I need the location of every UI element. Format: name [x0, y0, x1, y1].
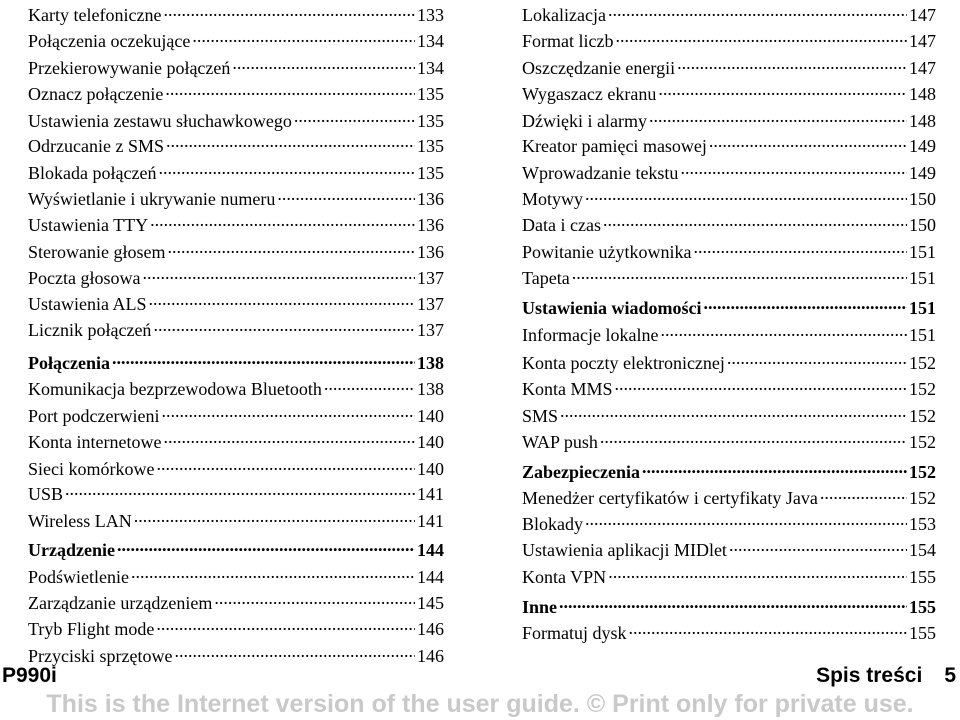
- toc-entry[interactable]: [522, 108, 936, 134]
- toc-entry[interactable]: [522, 239, 936, 265]
- toc-entry-label: Tapeta: [522, 268, 570, 288]
- toc-entry-label: Karty telefoniczne: [28, 5, 162, 25]
- toc-dot-leader: [642, 460, 907, 478]
- toc-dot-leader: [156, 457, 415, 475]
- toc-entry[interactable]: [28, 28, 444, 54]
- toc-entry-page-number: 141: [417, 511, 444, 531]
- toc-dot-leader: [166, 134, 415, 152]
- toc-entry-page-number: 151: [909, 242, 936, 262]
- toc-dot-leader: [677, 56, 907, 74]
- toc-entry-page-number: 147: [909, 5, 936, 25]
- toc-dot-leader: [134, 509, 415, 527]
- toc-dot-leader: [232, 56, 415, 74]
- toc-entry-page-number: 134: [417, 31, 444, 51]
- toc-dot-leader: [658, 82, 907, 100]
- toc-dot-leader: [324, 377, 415, 395]
- toc-entry[interactable]: [28, 590, 444, 616]
- toc-entry-page-number: 136: [417, 242, 444, 262]
- toc-entry[interactable]: [28, 2, 444, 28]
- toc-entry[interactable]: [522, 564, 936, 590]
- toc-section-heading[interactable]: [28, 537, 444, 563]
- toc-dot-leader: [163, 3, 415, 21]
- toc-entry-label: Port podczerwieni: [28, 406, 160, 426]
- toc-dot-leader: [629, 621, 907, 639]
- footer-model-name: P990i: [2, 664, 57, 687]
- toc-dot-leader: [693, 240, 907, 258]
- toc-entry-label: Konta internetowe: [28, 432, 162, 452]
- toc-entry-label: Sieci komórkowe: [28, 459, 155, 479]
- toc-entry-label: WAP push: [522, 432, 598, 452]
- toc-entry[interactable]: [522, 429, 936, 455]
- toc-dot-leader: [585, 512, 907, 530]
- toc-entry-label: Podświetlenie: [28, 567, 129, 587]
- toc-entry-label: SMS: [522, 406, 559, 426]
- toc-entry-label: Wireless LAN: [28, 511, 132, 531]
- toc-entry-label: Wygaszacz ekranu: [522, 84, 657, 104]
- toc-dot-leader: [149, 292, 416, 310]
- toc-entry[interactable]: [28, 376, 444, 402]
- toc-entry-label: Dźwięki i alarmy: [522, 111, 647, 131]
- toc-entry[interactable]: [522, 265, 936, 291]
- toc-dot-leader: [820, 486, 907, 504]
- toc-entry-page-number: 135: [417, 84, 444, 104]
- toc-dot-leader: [615, 377, 907, 395]
- toc-dot-leader: [174, 644, 415, 662]
- toc-entry-page-number: 152: [909, 379, 936, 399]
- toc-dot-leader: [117, 538, 415, 556]
- toc-dot-leader: [603, 213, 907, 231]
- toc-entry[interactable]: [522, 55, 936, 81]
- toc-entry[interactable]: [28, 564, 444, 590]
- toc-entry-page-number: 137: [417, 294, 444, 314]
- toc-entry-page-number: 136: [417, 215, 444, 235]
- toc-dot-leader: [163, 430, 415, 448]
- toc-entry-page-number: 151: [909, 268, 936, 288]
- toc-entry-page-number: 144: [417, 540, 444, 560]
- toc-section-heading[interactable]: [28, 350, 444, 376]
- toc-entry-label: Ustawienia wiadomości: [522, 298, 702, 318]
- toc-entry-page-number: 154: [909, 540, 936, 560]
- toc-entry-label: Format liczb: [522, 31, 614, 51]
- toc-entry-page-number: 155: [909, 567, 936, 587]
- toc-entry-page-number: 145: [417, 593, 444, 613]
- toc-entry[interactable]: [28, 108, 444, 134]
- toc-entry-label: Blokady: [522, 514, 583, 534]
- toc-entry-page-number: 150: [909, 215, 936, 235]
- toc-dot-leader: [615, 29, 907, 47]
- toc-entry-label: Wprowadzanie tekstu: [522, 163, 679, 183]
- toc-dot-leader: [680, 161, 907, 179]
- toc-entry-page-number: 135: [417, 111, 444, 131]
- toc-dot-leader: [153, 318, 415, 336]
- toc-entry[interactable]: [522, 133, 936, 159]
- toc-entry[interactable]: [522, 620, 936, 646]
- toc-entry-label: Data i czas: [522, 215, 601, 235]
- toc-entry-label: Informacje lokalne: [522, 325, 659, 345]
- toc-entry[interactable]: [522, 160, 936, 186]
- toc-section-heading[interactable]: [522, 459, 936, 485]
- toc-entry-page-number: 146: [417, 646, 444, 666]
- toc-entry-page-number: 135: [417, 136, 444, 156]
- toc-entry-label: Ustawienia aplikacji MIDlet: [522, 540, 727, 560]
- toc-dot-leader: [277, 187, 415, 205]
- toc-entry-label: Oszczędzanie energii: [522, 58, 676, 78]
- toc-dot-leader: [559, 595, 907, 613]
- toc-entry-page-number: 147: [909, 31, 936, 51]
- toc-entry-label: USB: [28, 484, 64, 504]
- toc-entry-label: Konta VPN: [522, 567, 607, 587]
- toc-entry[interactable]: [28, 429, 444, 455]
- toc-entry[interactable]: [28, 186, 444, 212]
- footer-page-number: 5: [944, 664, 956, 687]
- toc-section-heading[interactable]: [522, 594, 936, 620]
- toc-entry-page-number: 137: [417, 320, 444, 340]
- toc-dot-leader: [158, 161, 415, 179]
- toc-entry[interactable]: [522, 28, 936, 54]
- toc-entry-page-number: 148: [909, 84, 936, 104]
- toc-entry-page-number: 153: [909, 514, 936, 534]
- toc-entry[interactable]: [522, 511, 936, 537]
- toc-entry-page-number: 137: [417, 268, 444, 288]
- toc-entry-page-number: 151: [909, 325, 936, 345]
- toc-entry-page-number: 152: [909, 406, 936, 426]
- toc-entry-label: Zarządzanie urządzeniem: [28, 593, 213, 613]
- toc-entry-label: Ustawienia zestawu słuchawkowego: [28, 111, 292, 131]
- toc-entry-label: Motywy: [522, 189, 584, 209]
- toc-entry-page-number: 140: [417, 432, 444, 452]
- toc-entry[interactable]: [28, 81, 444, 107]
- toc-entry-label: Odrzucanie z SMS: [28, 136, 164, 156]
- toc-entry-label: Połączenia oczekujące: [28, 31, 191, 51]
- toc-entry-page-number: 138: [417, 353, 444, 373]
- toc-dot-leader: [294, 109, 415, 127]
- toc-entry-label: Ustawienia ALS: [28, 294, 147, 314]
- toc-entry[interactable]: [28, 239, 444, 265]
- toc-entry[interactable]: [522, 81, 936, 107]
- toc-entry-page-number: 140: [417, 459, 444, 479]
- toc-entry[interactable]: [522, 350, 936, 376]
- toc-dot-leader: [65, 482, 415, 500]
- toc-entry-page-number: 155: [909, 623, 936, 643]
- toc-entry[interactable]: [522, 485, 936, 511]
- toc-entry-page-number: 149: [909, 136, 936, 156]
- toc-entry[interactable]: [522, 403, 936, 429]
- toc-dot-leader: [131, 565, 415, 583]
- toc-entry[interactable]: [28, 403, 444, 429]
- toc-entry-page-number: 152: [909, 432, 936, 452]
- toc-entry-label: Urządzenie: [28, 540, 115, 560]
- footer-section: [816, 663, 956, 689]
- toc-entry-label: Komunikacja bezprzewodowa Bluetooth: [28, 379, 322, 399]
- toc-dot-leader: [156, 617, 415, 635]
- toc-dot-leader: [649, 109, 907, 127]
- toc-entry[interactable]: [28, 643, 444, 669]
- toc-entry-label: Licznik połączeń: [28, 320, 152, 340]
- toc-entry-label: Połączenia: [28, 353, 110, 373]
- toc-entry[interactable]: [28, 508, 444, 534]
- toc-entry[interactable]: [28, 291, 444, 317]
- toc-entry-label: Sterowanie głosem: [28, 242, 166, 262]
- toc-entry-page-number: 138: [417, 379, 444, 399]
- toc-dot-leader: [560, 404, 907, 422]
- toc-entry[interactable]: [28, 481, 444, 507]
- toc-entry-label: Formatuj dysk: [522, 623, 627, 643]
- toc-entry[interactable]: [28, 55, 444, 81]
- toc-dot-leader: [572, 266, 907, 284]
- toc-entry-label: Konta poczty elektronicznej: [522, 353, 725, 373]
- toc-entry[interactable]: [28, 160, 444, 186]
- toc-entry-label: Kreator pamięci masowej: [522, 136, 707, 156]
- toc-entry-page-number: 150: [909, 189, 936, 209]
- toc-entry-page-number: 134: [417, 58, 444, 78]
- toc-dot-leader: [600, 430, 907, 448]
- toc-entry-page-number: 144: [417, 567, 444, 587]
- toc-entry-label: Blokada połączeń: [28, 163, 157, 183]
- footer-section-title: Spis treści: [816, 664, 923, 687]
- toc-entry[interactable]: [522, 537, 936, 563]
- toc-entry-page-number: 152: [909, 488, 936, 508]
- toc-dot-leader: [165, 82, 415, 100]
- toc-entry-page-number: 147: [909, 58, 936, 78]
- watermark-notice: This is the Internet version of the user guide. © Print only for private use.: [46, 690, 914, 718]
- toc-entry-label: Wyświetlanie i ukrywanie numeru: [28, 189, 276, 209]
- toc-entry[interactable]: [28, 616, 444, 642]
- toc-dot-leader: [608, 565, 907, 583]
- toc-dot-leader: [161, 404, 415, 422]
- toc-entry[interactable]: [28, 265, 444, 291]
- toc-entry-label: Menedżer certyfikatów i certyfikaty Java: [522, 488, 818, 508]
- toc-entry-page-number: 155: [909, 597, 936, 617]
- toc-dot-leader: [112, 351, 415, 369]
- toc-entry[interactable]: [28, 133, 444, 159]
- toc-entry[interactable]: [28, 456, 444, 482]
- toc-entry-label: Konta MMS: [522, 379, 613, 399]
- toc-entry-label: Przyciski sprzętowe: [28, 646, 173, 666]
- toc-entry-label: Ustawienia TTY: [28, 215, 149, 235]
- toc-dot-leader: [142, 266, 415, 284]
- toc-dot-leader: [214, 591, 415, 609]
- toc-section-heading[interactable]: [522, 295, 936, 321]
- toc-entry-page-number: 141: [417, 484, 444, 504]
- toc-entry-page-number: 152: [909, 353, 936, 373]
- toc-dot-leader: [167, 240, 415, 258]
- toc-dot-leader: [660, 323, 907, 341]
- toc-entry-page-number: 148: [909, 111, 936, 131]
- toc-entry-page-number: 151: [909, 298, 936, 318]
- toc-dot-leader: [608, 3, 907, 21]
- toc-dot-leader: [709, 134, 907, 152]
- toc-dot-leader: [729, 538, 907, 556]
- toc-entry-label: Inne: [522, 597, 558, 617]
- toc-dot-leader: [192, 29, 415, 47]
- toc-entry-page-number: 135: [417, 163, 444, 183]
- toc-entry[interactable]: [28, 317, 444, 343]
- toc-entry[interactable]: [522, 212, 936, 238]
- toc-entry-label: Lokalizacja: [522, 5, 606, 25]
- toc-entry-page-number: 149: [909, 163, 936, 183]
- toc-entry[interactable]: [28, 212, 444, 238]
- toc-entry[interactable]: [522, 186, 936, 212]
- toc-entry-page-number: 146: [417, 619, 444, 639]
- toc-entry-label: Zabezpieczenia: [522, 462, 640, 482]
- toc-entry-page-number: 133: [417, 5, 444, 25]
- toc-dot-leader: [585, 187, 907, 205]
- toc-entry[interactable]: [522, 376, 936, 402]
- toc-dot-leader: [150, 213, 415, 231]
- toc-entry-label: Przekierowywanie połączeń: [28, 58, 231, 78]
- toc-entry-page-number: 136: [417, 189, 444, 209]
- toc-entry-label: Poczta głosowa: [28, 268, 141, 288]
- toc-entry-label: Oznacz połączenie: [28, 84, 164, 104]
- toc-entry-label: Powitanie użytkownika: [522, 242, 692, 262]
- toc-entry[interactable]: [522, 2, 936, 28]
- toc-entry-page-number: 140: [417, 406, 444, 426]
- toc-entry-page-number: 152: [909, 462, 936, 482]
- toc-entry-label: Tryb Flight mode: [28, 619, 155, 639]
- toc-dot-leader: [704, 296, 908, 314]
- toc-dot-leader: [727, 351, 907, 369]
- toc-entry[interactable]: [522, 322, 936, 348]
